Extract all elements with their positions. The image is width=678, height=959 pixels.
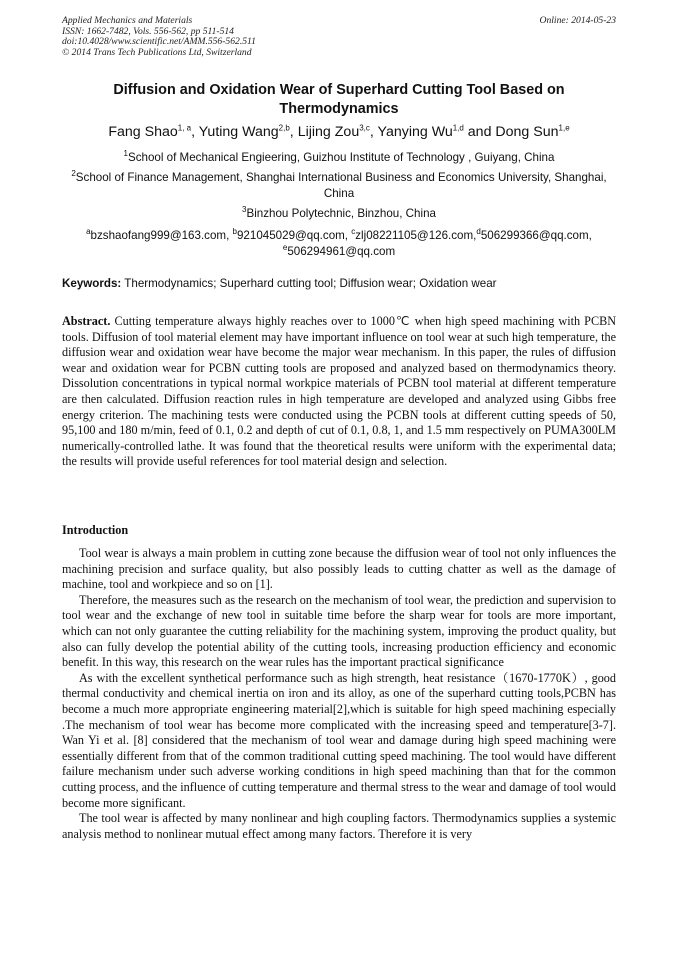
email-sup: e: [282, 242, 288, 252]
author-sep: ,: [369, 124, 378, 140]
author-sup: 1,d: [452, 123, 464, 133]
email-address: bzshaofang999@163.com,: [90, 229, 233, 242]
paragraph: Tool wear is always a main problem in cutting zone because the diffusion wear of tool not only influences the machining precision and surface quality, but also possibly leads to cutting chatter as well as the damage of machine, tool and workpiece and so on [1].: [62, 546, 616, 592]
journal-name: Applied Mechanics and Materials: [62, 15, 193, 26]
email-sup: b: [232, 227, 237, 237]
affiliation-sup: 1: [123, 149, 128, 159]
email-sup: a: [86, 227, 91, 237]
affiliation: [62, 170, 616, 201]
author-sup: 2,b: [278, 123, 290, 133]
author-name: Yuting Wang: [198, 124, 279, 140]
author-sup: 1, a: [177, 123, 192, 133]
email-address: 921045029@qq.com,: [236, 229, 352, 242]
author-sup: 1,e: [558, 123, 570, 133]
abstract: [62, 314, 616, 470]
journal-header: [62, 16, 616, 58]
affiliation-text: Binzhou Polytechnic, Binzhou, China: [246, 207, 436, 220]
author-name: Fang Shao: [108, 124, 178, 140]
author-list: [62, 123, 616, 141]
author-sep: and: [463, 124, 496, 140]
email-sup: c: [351, 227, 356, 237]
keywords-text: Thermodynamics; Superhard cutting tool; Diffusion wear; Oxidation wear: [121, 277, 497, 290]
journal-doi: doi:10.4028/www.scientific.net/AMM.556-562.511: [62, 36, 256, 48]
affiliation-sup: 2: [71, 169, 76, 179]
author-name: Dong Sun: [495, 124, 559, 140]
author-sup: 3,c: [359, 123, 370, 133]
email-list: [62, 228, 616, 259]
introduction-body: [62, 546, 616, 842]
author-sep: ,: [191, 124, 199, 140]
abstract-text: Cutting temperature always highly reaches over to 1000℃ when high speed machining with PCBN tools. Diffusion of tool material element may have important influence on tool wear at such high temperature, the diffusion wear and oxidation wear have become the major wear mechanism. In this paper, the rules of diffusion wear and oxidation wear for PCBN cutting tools are proposed and analyzed based on thermodynamics theory. Dissolution concentrations in typical normal workpice materials of PCBN tool material at different temperature are then calculated. Diffusion reaction rules in high temperature are developed and analyzed using Gibbs free energy criterion. The machining tests were conducted using the PCBN tools at different cutting speeds of 50, 95,100 and 180 m/min, feed of 0.1, 0.2 and depth of cut of 0.1, 0.8, 1, and 1.5 mm respectively on PUMA300LM numerically-controlled lathe. It was found that the theoretical results were uniform with the experimental data; the results will provide useful references for tool material design and selection.: [62, 314, 616, 469]
email-address: 506294961@qq.com: [287, 244, 396, 258]
paragraph: The tool wear is affected by many nonlinear and high coupling factors. Thermodynamics supplies a systemic analysis method to nonlinear mutual effect among many factors. Therefore it is very: [62, 811, 616, 841]
paper-title: Diffusion and Oxidation Wear of Superhard Cutting Tool Based on Thermodynamics: [113, 82, 565, 117]
email-address: zlj08221105@126.com,: [355, 229, 477, 242]
affiliation-sup: 3: [242, 205, 247, 215]
introduction-heading: Introduction: [62, 523, 129, 537]
email-address: 506299366@qq.com,: [480, 229, 592, 242]
keywords-label: Keywords:: [62, 277, 122, 290]
journal-issn: ISSN: 1662-7482, Vols. 556-562, pp 511-514: [62, 25, 234, 37]
paragraph: Therefore, the measures such as the research on the mechanism of tool wear, the prediction and supervision to tool wear and the exchange of new tool in suitable time before the sharp wear for tools are more important, which can not only guarantee the cutting reliability for the machining system, improving the product quality, but also can fully develop the potential ability of the cutting tools, increasing production efficiency and economic benefit. In this way, this research on the wear rules has the important practical significance: [62, 592, 616, 670]
affiliation-text: School of Finance Management, Shanghai International Business and Economics University, Shanghai, China: [75, 171, 607, 200]
paragraph: As with the excellent synthetical performance such as high strength, heat resistance（1670-1770K）, good thermal conductivity and chemical inertia on iron and its alloy, as one of the superhard cutting tools,PCBN has become a much more appropriate engineering material[2],which is suitable for high speed machining especially .The mechanism of tool wear has become more complicated with the increasing speed and temperature[3-7]. Wan Yi et al. [8] considered that the mechanism of tool wear and damage during high speed machining were essentially different from that of the common traditional cutting speed machining. The tool would have different failure mechanism under such adverse working conditions in high speed machining than that for the common cutting process, and the influence of cutting temperature and thermal stress to the wear and damage of tool would become more significant.: [62, 670, 616, 810]
online-date: Online: 2014-05-23: [539, 15, 616, 26]
abstract-label: Abstract.: [62, 314, 111, 328]
author-sep: ,: [289, 124, 298, 140]
keywords: [62, 276, 616, 291]
author-name: Yanying Wu: [377, 124, 453, 140]
affiliation-text: School of Mechanical Engieering, Guizhou Institute of Technology , Guiyang, China: [128, 151, 555, 164]
affiliation: [62, 206, 616, 222]
affiliation: [62, 150, 616, 166]
email-sup: d: [476, 227, 481, 237]
author-name: Lijing Zou: [297, 124, 360, 140]
journal-copyright: © 2014 Trans Tech Publications Ltd, Switzerland: [62, 46, 252, 58]
